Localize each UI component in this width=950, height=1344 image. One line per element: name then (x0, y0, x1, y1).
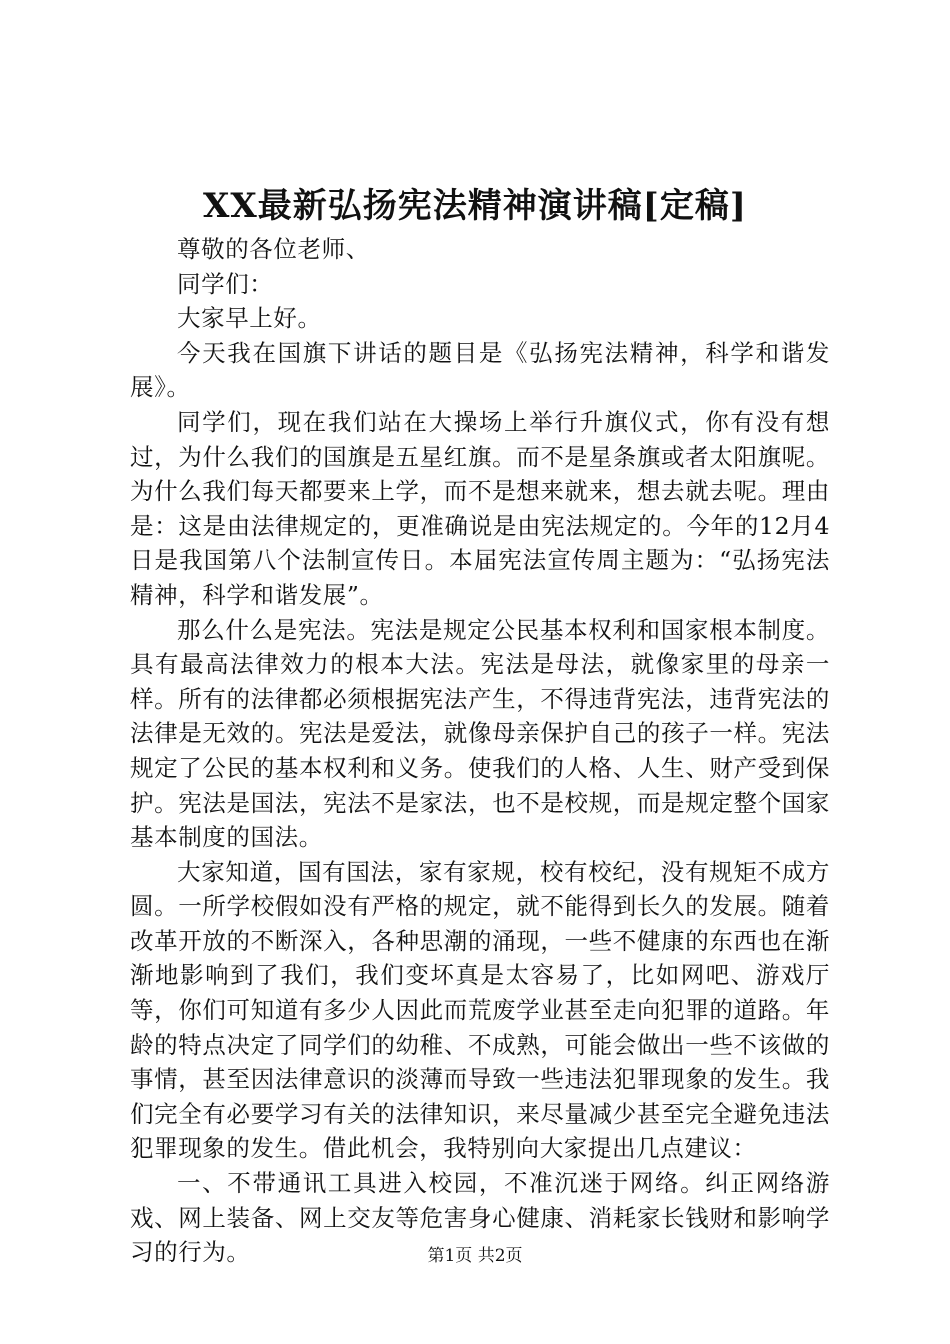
page-number-footer: 第1页 共2页 (427, 1246, 523, 1266)
paragraph-topic: 今天我在国旗下讲话的题目是《弘扬宪法精神，科学和谐发展》。 (130, 338, 830, 402)
paragraph-greeting: 大家早上好。 (177, 304, 322, 333)
paragraph-what-is-constitution: 那么什么是宪法。宪法是规定公民基本权利和国家根本制度。具有最高法律效力的根本大法。宪法是母法，就像家里的母亲一样。所有的法律都必须根据宪法产生，不得违背宪法，违背宪法的法律是无效的。宪法是爱法，就像母亲保护自己的孩子一样。宪法规定了公民的基本权利和义务。使我们的人格、人生、财产受到保护。宪法是国法，宪法不是家法，也不是校规，而是规定整个国家基本制度的国法。 (130, 615, 830, 852)
document-title: XX最新弘扬宪法精神演讲稿[定稿] (203, 186, 747, 226)
paragraph-rules-and-law: 大家知道，国有国法，家有家规，校有校纪，没有规矩不成方圆。一所学校假如没有严格的规定，就不能得到长久的发展。随着改革开放的不断深入，各种思潮的涌现，一些不健康的东西也在渐渐地影响到了我们，我们变坏真是太容易了，比如网吧、游戏厅等，你们可知道有多少人因此而荒废学业甚至走向犯罪的道路。年龄的特点决定了同学们的幼稚、不成熟，可能会做出一些不该做的事情，甚至因法律意识的淡薄而导致一些违法犯罪现象的发生。我们完全有必要学习有关的法律知识，来尽量减少甚至完全避免违法犯罪现象的发生。借此机会，我特别向大家提出几点建议： (130, 857, 830, 1163)
paragraph-suggestion-one: 一、不带通讯工具进入校园，不准沉迷于网络。纠正网络游戏、网上装备、网上交友等危害身心健康、消耗家长钱财和影响学习的行为。 (130, 1169, 830, 1267)
document-body (130, 232, 830, 1270)
paragraph-flag-ceremony: 同学们，现在我们站在大操场上举行升旗仪式，你有没有想过，为什么我们的国旗是五星红旗。而不是星条旗或者太阳旗呢。为什么我们每天都要来上学，而不是想来就来，想去就去呢。理由是：这是由法律规定的，更准确说是由宪法规定的。今年的12月4日是我国第八个法制宣传日。本届宪法宣传周主题为：“弘扬宪法精神，科学和谐发展”。 (130, 407, 830, 609)
paragraph-salutation-teachers: 尊敬的各位老师、 (177, 235, 370, 263)
paragraph-salutation-students: 同学们： (177, 269, 274, 298)
